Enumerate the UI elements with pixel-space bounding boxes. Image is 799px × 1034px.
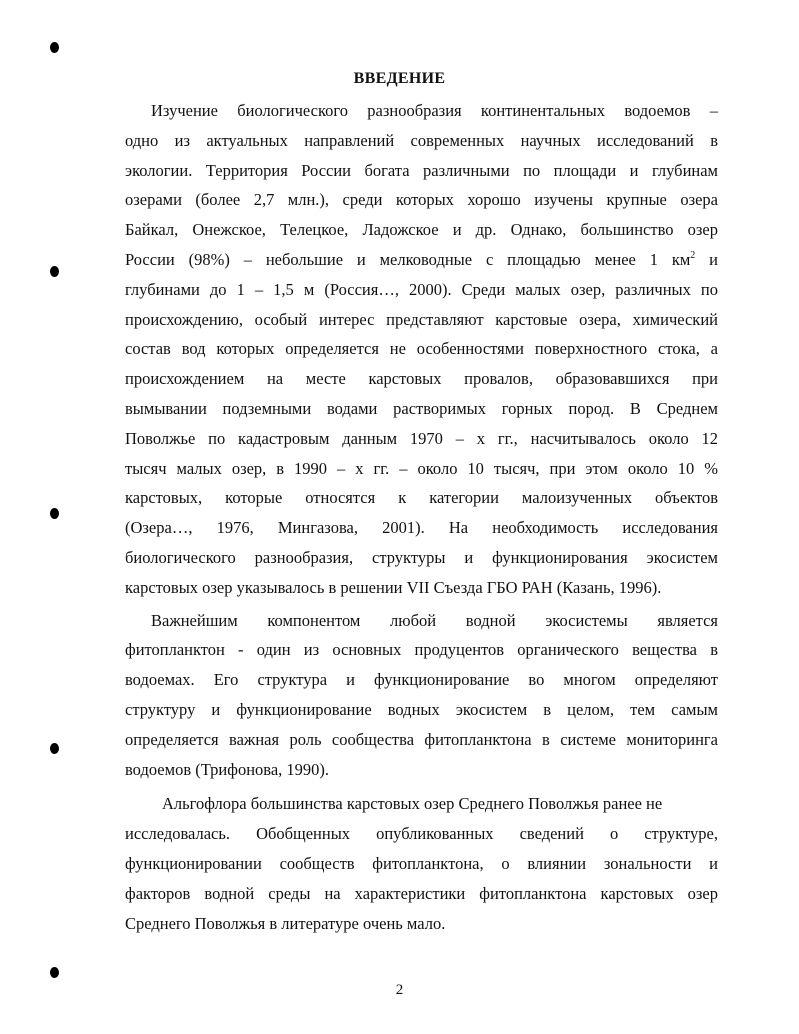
text-line-with-superscript [125,245,718,275]
text-line: водоемов (Трифонова, 1990). [125,759,330,779]
text-line: одно из актуальных направлений современных научных исследований в [125,130,718,150]
text-line: Альгофлора большинства карстовых озер Среднего Поволжья ранее не [162,794,663,814]
paragraph-1 [125,96,718,603]
text-line: состав вод которых определяется не особенностями поверхностного стока, а [125,339,718,359]
text-line: водоемах. Его структура и функционирование во многом определяют [125,670,718,690]
page-title: ВВЕДЕНИЕ [353,70,446,87]
text-line: Байкал, Онежское, Телецкое, Ладожское и др. Однако, большинство озер [125,220,718,240]
binding-hole-4 [50,743,59,754]
text-line: определяется важная роль сообщества фитопланктона в системе мониторинга [125,729,718,749]
text-line: факторов водной среды на характеристики фитопланктона карстовых озер [125,883,718,903]
page-number: 2 [395,982,404,998]
text-line: Поволжье по кадастровым данным 1970 – х гг., насчитывалось около 12 [125,428,718,448]
text-line: (Озера…, 1976, Мингазова, 2001). На необходимость исследования [125,518,718,538]
text-line: происхождению, особый интерес представляют карстовые озера, химический [125,309,718,329]
text-line: структуру и функционирование водных экосистем в целом, тем самым [125,699,718,719]
text-line: экологии. Территория России богата различными по площади и глубинам [125,160,718,180]
text-line-tail: и [695,249,718,269]
superscript: 2 [690,249,696,261]
document-body [125,96,718,938]
text-line: Среднего Поволжья в литературе очень мало. [125,913,446,933]
binding-hole-2 [50,266,59,277]
text-line: биологического разнообразия, структуры и функционирования экосистем [125,547,718,567]
text-line: происхождением на месте карстовых провалов, образовавшихся при [125,369,718,389]
text-line: тысяч малых озер, в 1990 – х гг. – около 10 тысяч, при этом около 10 % [125,458,718,478]
binding-hole-1 [50,42,59,53]
binding-hole-5 [50,967,59,978]
text-line: фитопланктон - один из основных продуцентов органического вещества в [125,640,718,660]
binding-hole-3 [50,508,59,519]
text-line: карстовых, которые относятся к категории малоизученных объектов [125,488,718,508]
text-line: Изучение биологического разнообразия континентальных водоемов – [151,101,718,120]
text-line: глубинами до 1 – 1,5 м (Россия…, 2000). Среди малых озер, различных по [125,279,718,299]
text-line: Важнейшим компонентом любой водной экосистемы является [151,610,718,630]
text-line: карстовых озер указывалось в решении VII Съезда ГБО РАН (Казань, 1996). [125,577,662,597]
text-line: вымывании подземными водами растворимых горных пород. В Среднем [125,398,718,418]
text-line: исследовалась. Обобщенных опубликованных сведений о структуре, [125,824,718,844]
text-line-head: России (98%) – небольшие и мелководные с площадью менее 1 км [125,249,691,269]
text-line: функционировании сообществ фитопланктона, о влиянии зональности и [125,853,718,873]
paragraph-2 [125,606,718,785]
paragraph-3 [125,789,718,938]
text-line: озерами (более 2,7 млн.), среди которых хорошо изучены крупные озера [125,190,718,210]
